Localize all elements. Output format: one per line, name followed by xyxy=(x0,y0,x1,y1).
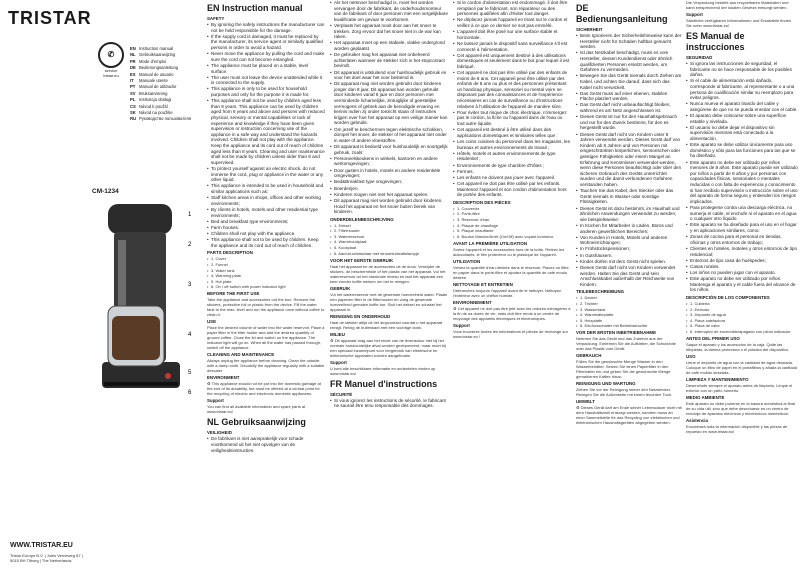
milieu-text: Dit apparaat mag aan het einde van de levensduur niet bij het normale huishoudelijke afval worden gedeponeerd, maar moet bij een speciaal inzamelpunt voor hergebruik van elektrische en elektronische apparaten worden aangeboden. xyxy=(330,337,446,358)
language-code: PT xyxy=(130,84,136,90)
list-item: • Ne laissez jamais le dispositif sans surveillance s'il est connecté à l'alimentation. xyxy=(457,41,571,52)
recycle-bin-icon: ♻ xyxy=(330,337,335,343)
list-item: • This appliance is only to be used for household purposes and only for the purpose it is made for. xyxy=(211,86,325,97)
list-item: • Dieses Gerät darf nicht von Kindern verwendet werden. Halten Sie das Gerät und sein Anschlusskabel außerhalb der Reichweite von Kindern. xyxy=(580,265,682,287)
language-code: SV xyxy=(130,90,136,96)
language-code: DE xyxy=(130,65,136,71)
list-item: • 4. Plaque de chauffage xyxy=(457,223,571,228)
list-item: • 6. Bouton Marche/Arrêt (On/Off) avec voyant lumineux xyxy=(457,234,571,239)
heading-umwelt: UMWELT xyxy=(576,399,595,405)
list-item: • Este aparato se ha diseñado para el uso en el hogar y en aplicaciones similares, como: xyxy=(690,222,798,233)
language-code: RU xyxy=(130,116,137,122)
recycle-bin-icon: ♻ xyxy=(576,405,581,411)
list-item: • 1. Couvercle xyxy=(457,206,571,211)
list-item: • Das Gerät muss auf einer ebenen, stabilen Fläche platziert werden. xyxy=(580,91,682,102)
heading-avant: AVANT LA PREMIÈRE UTILISATION xyxy=(453,240,527,246)
language-name: Instrukcja obsługi xyxy=(139,97,172,103)
paragraph-medio-ambiente: Este aparato no debe ponerse en la basura doméstica al final de su vida útil, sino que debe desecharse en un centro de reciclaje de aparatos eléctricos y electrónicos domésticos. xyxy=(686,400,795,416)
paragraph-cleaning: Always unplug the appliance before cleaning. Clean the outside with a damp cloth. Decalcify the appliance regularly with a suitable descaler. xyxy=(207,358,325,374)
heading-nettoyage: NETTOYAGE ET ENTRETIEN xyxy=(453,281,513,287)
language-name: Návod na použitie xyxy=(139,110,173,116)
list-item: • 5. Kookplaat xyxy=(334,245,448,250)
list-item: • 5. Plaque chauffante xyxy=(457,228,571,233)
service-icon: ✆ xyxy=(98,42,124,68)
paragraph-gebruik: Vul het waterreservoir met de gewenste hoeveelheid water. Plaats een papieren filter in de filterhouder en voeg de gewenste hoeveelheid gemalen koffie toe. Sluit het deksel en schakel het apparaat in. xyxy=(330,291,448,312)
paragraph-environnement xyxy=(453,306,571,321)
list-item: • Si vous ignorez les instructions de sécurité, le fabricant ne saurait être tenu responsable des dommages. xyxy=(334,398,448,409)
language-code: EN xyxy=(130,46,136,51)
heading-milieu: MILIEU xyxy=(330,331,345,337)
language-name: Návod k použití xyxy=(139,103,168,109)
de-parts-list xyxy=(576,295,682,328)
list-item: • De gebruiker mag het apparaat niet onbeheerd achterlaten wanneer de stekker zich in het stopcontact bevindt. xyxy=(334,52,448,69)
paragraph-support-de: Sämtliche verfügbaren Informationen und Ersatzteile finden Sie unter www.tristar.eu! xyxy=(686,17,792,28)
paragraph-reiniging: Haal de stekker altijd uit het stopcontact voordat u het apparaat reinigt. Reinig de buitenkant met een vochtige doek. xyxy=(330,319,443,330)
list-item: • 3. Waterreservoir xyxy=(334,234,448,239)
language-index xyxy=(130,46,202,123)
es-parts-list xyxy=(686,301,798,334)
callout-1: 1 xyxy=(188,212,192,218)
list-item: • Personeelskeukens in winkels, kantoren en andere werkomgevingen; xyxy=(334,156,448,167)
list-item: • 3. Réservoir d'eau xyxy=(457,217,571,222)
list-item: • Dit apparaat is uitsluitend voor huishoudelijk gebruik en voor het doel waar het voor bestemd is. xyxy=(334,70,448,81)
heading-environnement: ENVIRONNEMENT xyxy=(453,299,492,305)
heading-veiligheid: VEILIGHEID xyxy=(207,430,232,436)
list-item: • Bewegen Sie das Gerät niemals durch Ziehen am Kabel, und achten Sie darauf, dass sich das Kabel nicht verwickelt. xyxy=(580,73,682,90)
list-item: • Cet appareil est destiné à être utilisé dans des applications domestiques et similaires telles que : xyxy=(457,127,571,138)
list-item: • In Gutshäusern. xyxy=(580,253,682,259)
recycle-bin-icon: ♻ xyxy=(453,305,458,311)
language-code: NL xyxy=(130,52,136,58)
list-item: • 5. Hot plate xyxy=(211,279,325,284)
paragraph-before-use: Take the appliance and accessories out the box. Remove the stickers, protective foil or plastic from the device. Fill the water tank to the max. level and run the appliance once without coffee to clean it. xyxy=(207,297,325,318)
heading-uso: USO xyxy=(686,353,696,359)
es-safety-list xyxy=(686,61,798,293)
section-title-en: EN Instruction manual xyxy=(207,3,303,13)
list-item: • Door gasten in hotels, motels en andere residentiële omgevingen; xyxy=(334,168,448,179)
list-item: • Beim Ignorieren der Sicherheitshinweise kann der Hersteller nicht für Schäden haftbar gemacht werden. xyxy=(580,33,682,50)
coffee-fill xyxy=(112,316,160,360)
callout-6: 6 xyxy=(188,390,192,396)
language-code: ES xyxy=(130,71,136,77)
paragraph-limpieza: Desenchufe siempre el aparato antes de limpiarlo. Limpie el exterior con un paño húmedo. xyxy=(686,382,793,393)
language-entry xyxy=(130,116,202,122)
service-url: tristar.eu xyxy=(103,72,119,78)
list-item: • Fermes. xyxy=(457,169,571,175)
list-item: • To protect yourself against an electric shock, do not immerse the cord, plug or appliance in the water or any other liquid. xyxy=(211,166,325,183)
heading-utilisation: UTILISATION xyxy=(453,258,481,264)
list-item: • By ignoring the safety instructions the manufacturer can not be held responsible for the damage. xyxy=(211,22,325,33)
paragraph-support-nl: U kunt alle beschikbare informatie en onderdelen vinden op www.tristar.eu! xyxy=(330,365,436,376)
section-title-nl: NL Gebruiksaanwijzing xyxy=(207,417,306,428)
heading-asistencia: Asistencia xyxy=(686,417,708,423)
list-item: • 3. Water tank xyxy=(211,268,325,273)
paragraph-gebrauch: Füllen Sie die gewünschte Menge Wasser in den Wasserbehälter. Setzen Sie einen Papierfilter in den Filterhalter ein und geben Sie die gewünschte Menge gemahlenen Kaffee hinzu. xyxy=(576,359,671,380)
language-name: Mode d'emploi xyxy=(139,58,167,64)
list-item: • This appliance shall not to be used by children. Keep the appliance and its cord out of reach of children. xyxy=(211,237,325,248)
section-title-es: ES Manual de instrucciones xyxy=(686,30,745,52)
website-url: WWW.TRISTAR.EU xyxy=(10,542,73,549)
power-indicator-icon xyxy=(165,373,171,379)
recycle-bin-icon: ♻ xyxy=(207,381,212,387)
securite-list xyxy=(330,398,448,409)
callout-5: 5 xyxy=(188,370,192,376)
list-item: • Dieses Gerät ist nur für den Haushaltsgebrauch und nur für den Zweck bestimmt, für den es hergestellt wurde. xyxy=(580,114,682,131)
language-code: SK xyxy=(130,110,136,116)
column-de xyxy=(576,0,682,575)
list-item: • Zonas de cocina para el personal en tiendas, oficinas y otros entornos de trabajo; xyxy=(690,234,798,245)
callout-2: 2 xyxy=(188,242,192,248)
cover-part xyxy=(108,204,172,234)
heading-parts: PARTS DESCRIPTION xyxy=(207,250,253,256)
heading-medio-ambiente: MEDIO AMBIENTE xyxy=(686,394,725,400)
list-item: • 3. Wassertank xyxy=(580,307,682,312)
list-item: • Tauchen Sie das Kabel, den Stecker oder das Gerät niemals in Wasser oder sonstige Flüssigkeiten. xyxy=(580,188,682,205)
language-name: Manual de utilizador xyxy=(139,84,177,90)
list-item: • 2. Porte-filtre xyxy=(457,211,571,216)
paragraph-support: You can find all available information and spare parts at www.tristar.eu! xyxy=(207,404,306,415)
paragraph-uso: Llene el depósito de agua con la cantidad de agua deseada. Coloque un filtro de papel en el portafiltros y añada la cantidad de café molido deseada. xyxy=(686,359,797,375)
list-item: • Von Kunden in Hotels, Motels und anderen Wohneinrichtungen; xyxy=(580,235,682,246)
list-item: • Om jezelf te beschermen tegen elektrische schokken, dompel het snoer, de stekker of het apparaat niet onder in water of andere vloeistoffen. xyxy=(334,127,448,144)
list-item: • Kinderen mogen niet met het apparaat spelen. xyxy=(334,192,448,198)
paragraph-nettoyage: Débranchez toujours l'appareil avant de le nettoyer. Nettoyez l'extérieur avec un chiffon humide. xyxy=(453,287,561,298)
list-item: • 2. Filterhouder xyxy=(334,228,448,233)
paragraph-voor-gebruik: Haal het apparaat en de accessoires uit de doos. Verwijder de stickers, de beschermfolie of het plastic van het apparaat. Vul het waterreservoir tot het maximale niveau en laat het apparaat een keer zonder koffie werken om het te reinigen. xyxy=(330,263,446,284)
list-item: • Nunca mueva el aparato tirando del cable y asegúrese de que no se pueda enredar con el cable. xyxy=(690,101,798,112)
company-address xyxy=(10,553,83,563)
list-item: • 6. Interruptor de encendido/apagado con piloto indicador xyxy=(690,329,798,334)
paragraph-avant: Sortez l'appareil et les accessoires hors de la boîte. Retirez les autocollants, le film protecteur ou le plastique de l'appareil. xyxy=(453,246,565,257)
list-item: • Para protegerse contra una descarga eléctrica, no sumerja el cable, el enchufe ni el aparato en el agua o cualquier otro líquido. xyxy=(690,205,798,222)
safety-list xyxy=(207,22,325,248)
list-item: • 1. Cover xyxy=(211,256,325,261)
list-item: • Les coins cuisines du personnel dans les magasins, les bureaux et autres environnements de travail ; xyxy=(457,139,571,150)
list-item: • Farm houses. xyxy=(211,225,325,231)
paragraph-umwelt xyxy=(576,405,682,425)
list-item: • If the supply cord is damaged, it must be replaced by the manufacturer, its service agent or similarly qualified persons in order to avoid a hazard. xyxy=(211,34,325,51)
service-label: service xyxy=(104,68,118,73)
column-nl xyxy=(330,0,448,575)
list-item: • De fabrikant is niet aansprakelijk voor schade voortkomend uit het niet opvolgen van de veiligheidsinstructies. xyxy=(211,436,325,453)
heading-safety: SAFETY xyxy=(207,16,225,21)
language-name: Руководство пользователя xyxy=(139,116,192,122)
paragraph-vor: Nehmen Sie das Gerät und das Zubehör aus der Verpackung. Entfernen Sie die Aufkleber, die Schutzfolie oder das Plastik vom Gerät. xyxy=(576,336,676,352)
heading-vor: VOR DER ERSTEN INBETRIEBNAHME xyxy=(576,330,657,336)
list-item: • Dit apparaat is bedoeld voor huishoudelijk en soortgelijk gebruik, zoals: xyxy=(334,144,448,155)
language-code: FR xyxy=(130,58,136,64)
list-item: • Verplaats het apparaat nooit door aan het snoer te trekken. Zorg ervoor dat het snoer niet in de war kan raken. xyxy=(334,23,448,40)
language-code: CS xyxy=(130,103,136,109)
paragraph-milieu xyxy=(330,338,448,358)
heading-gebruik: GEBRUIK xyxy=(330,285,351,291)
heading-securite: SÉCURITÉ xyxy=(330,391,353,397)
list-item: • Este aparato se debe utilizar únicamente para uso doméstico y sólo para las funciones para las que se ha diseñado. xyxy=(690,142,798,159)
fr-parts-list xyxy=(453,206,571,239)
list-item: • In Frühstückspensionen; xyxy=(580,246,682,252)
list-item: • 2. Trichter xyxy=(580,301,682,306)
list-item: • Kinder dürfen mit dem Gerät nicht spielen. xyxy=(580,259,682,265)
brand-logo: TRISTAR xyxy=(8,8,92,28)
list-item: • Dieses Gerät ist dazu bestimmt, im Haushalt und ähnlichen Anwendungen verwendet zu werden, wie beispielsweise: xyxy=(580,206,682,223)
list-item: • Este aparato no debe ser utilizado por niños menores de 8 años. Este aparato puede ser utilizado por niños a partir de 8 años y por personas con capacidades físicas, sensoriales o mentales reducidas o con falta de experiencia y conocimiento si han recibido supervisión o instrucción sobre el uso del aparato de forma segura y entienden los riesgos implicados. xyxy=(690,160,798,205)
column-es xyxy=(686,0,798,575)
language-name: Instruction manual xyxy=(139,46,174,51)
language-code: IT xyxy=(130,78,134,84)
paragraph-environment xyxy=(207,381,325,396)
heading-seguridad: SEGURIDAD xyxy=(686,54,713,60)
list-item: • Hôtels, motels et autres environnements de type résidentiel ; xyxy=(457,151,571,162)
nl-safety-list xyxy=(330,0,448,215)
column-en xyxy=(207,0,325,575)
list-item: • Si ignora las instrucciones de seguridad, el fabricante no se hace responsable de los posibles daños. xyxy=(690,61,798,78)
list-item: • Entornos de tipo casa de huéspedes; xyxy=(690,258,798,264)
heading-gebrauch: GEBRAUCH xyxy=(576,353,602,359)
list-item: • Cet appareil ne doit pas être utilisé par les enfants. Maintenez l'appareil et son cordon d'alimentation hors de portée des enfants. xyxy=(457,181,571,198)
list-item: • The user must not leave the device unattended while it is connected to the supply. xyxy=(211,75,325,86)
list-item: • 4. Warmhalteplatte xyxy=(580,312,682,317)
umwelt-text: Dieses Gerät darf am Ende seiner Lebensdauer nicht mit dem Haushaltsmüll entsorgt werden, sondern muss an einer Sammelstelle für das Recycling von elektrischen und elektronischen Haushaltsgeräten abgegeben werden. xyxy=(576,405,682,426)
heading-onderdelen: ONDERDELENBESCHRIJVING xyxy=(330,216,394,222)
hot-plate-part xyxy=(104,382,178,386)
language-name: Manual de usuario xyxy=(139,71,174,77)
list-item: • 4. Warmhoudplaat xyxy=(334,239,448,244)
heading-cleaning: CLEANING AND MAINTENANCE xyxy=(207,352,275,358)
heading-sicherheit: SICHERHEIT xyxy=(576,27,603,32)
list-item: • Este aparato no debe ser utilizado por niños. Mantenga el aparato y el cable fuera del alcance de los niños. xyxy=(690,276,798,293)
list-item: • Pour éviter tout risque de choc électrique, n'immergez pas le cordon, la fiche ou l'appareil dans de l'eau ou tout autre liquide. xyxy=(457,110,571,127)
environnement-text: Cet appareil ne doit pas être jeté avec les ordures ménagères à la fin de sa durée de vie, mais doit être remis à un centre de recyclage des appareils électriques et électroniques. xyxy=(453,305,571,321)
list-item: • Ne déplacez jamais l'appareil en tirant sur le cordon et veillez à ce que ce dernier ne soit pas emmêlé. xyxy=(457,17,571,28)
list-item: • 1. Deksel xyxy=(334,223,448,228)
heading-use: USE xyxy=(207,319,217,325)
list-item: • Si le cordon d'alimentation est endommagé, il doit être remplacé par le fabricant, son réparateur ou des personnes qualifiées afin d'éviter tout danger. xyxy=(457,0,571,17)
list-item: • Ist das Netzkabel beschädigt, muss es vom Hersteller, dessen Kundendienst oder ähnlich qualifizierten Personen ersetzt werden, um Gefahren zu vermeiden. xyxy=(580,50,682,72)
list-item: • Bed&Breakfast type omgevingen; xyxy=(334,179,448,185)
list-item: • 3. Depósito de agua xyxy=(690,312,798,317)
list-item: • Boerderijen. xyxy=(334,186,448,192)
list-item: • Cet appareil ne doit pas être utilisé par des enfants de moins de 8 ans. Cet appareil peut être utilisé par des enfants de 8 ans ou plus et des personnes présentant un handicap physique, sensoriel ou mental voire ne disposant pas des connaissances et de l'expérience nécessaires en cas de surveillance ou d'instructions relatives à l'utilisation de l'appareil de manière sûre. xyxy=(457,70,571,109)
list-item: • L'appareil doit être posé sur une surface stable et horizontale. xyxy=(457,29,571,40)
model-number: CM-1234 xyxy=(92,188,119,195)
list-item: • Environnements de type chambre d'hôtes ; xyxy=(457,163,571,169)
nl-parts-list xyxy=(330,223,448,256)
paragraph-reinigung: Ziehen Sie vor der Reinigung immer den Netzstecker. Reinigen Sie die Außenseite mit einem feuchten Tuch. xyxy=(576,387,673,398)
heading-voor-gebruik: VOOR HET EERSTE GEBRUIK xyxy=(330,257,394,263)
language-name: Manuale utente xyxy=(139,78,168,84)
list-item: • This appliance is intended to be used in household and similar applications such as: xyxy=(211,183,325,194)
list-item: • Los niños no pueden jugar con el aparato. xyxy=(690,270,798,276)
list-item: • 6. Ein/Ausschalter mit Betriebsleuchte xyxy=(580,323,682,328)
list-item: • 6. On / off switch with power indicator light xyxy=(211,284,325,289)
language-name: Gebruiksaanwijzing xyxy=(139,52,176,58)
fr-safety-list xyxy=(453,0,571,198)
list-item: • 5. Heizplatte xyxy=(580,318,682,323)
list-item: • Les enfants ne doivent pas jouer avec l'appareil. xyxy=(457,175,571,181)
paragraph-asistencia: Encontrará toda la información disponible y las piezas de repuesto en www.tristar.eu! xyxy=(686,423,788,434)
list-item: • Bed and breakfast type environments; xyxy=(211,219,325,225)
list-item: • Het apparaat moet op een stabiele, vlakke ondergrond worden geplaatst. xyxy=(334,40,448,51)
heading-support-nl: Support xyxy=(330,359,347,365)
list-item: • Cet appareil est uniquement destiné à des utilisations domestiques et seulement dans le but pour lequel il est fabriqué. xyxy=(457,53,571,70)
heading-description: DESCRIPTION DES PIÈCES xyxy=(453,199,511,205)
list-item: • This appliance shall not be used by children aged less than 8 years. This appliance can be used by children aged from 8 years and above and persons with reduced physical, sensory or mental capabilities or lack of experience and knowledge if they have been given supervision or instruction concerning use of the appliance in a safe way and understand the hazards involved. Children shall not play with the appliance. Keep the appliance and its cord out of reach of children aged less than 8 years. Cleaning and user maintenance shall not be made by children unless older than 8 and supervised. xyxy=(211,98,325,165)
veiligheid-list xyxy=(207,436,325,453)
environment-text: This appliance should not be put into the domestic garbage at the end of its durability, but must be offered at a central point for the recycling of electric and electronic domestic appliances. xyxy=(207,381,321,397)
coffee-maker-illustration xyxy=(78,196,202,428)
list-item: • 1. Cubierta xyxy=(690,301,798,306)
list-item: • Never move the appliance by pulling the cord and make sure the cord can not become entangled. xyxy=(211,51,325,62)
paragraph-utilisation: Versez la quantité d'eau désirée dans le réservoir. Placez un filtre en papier dans le porte-filtre et ajoutez la quantité de café moulu désirée. xyxy=(453,264,569,280)
list-item: • Das Gerät darf nicht unbeaufsichtigt bleiben, während es am Netz angeschlossen ist. xyxy=(580,102,682,113)
heading-support: Support xyxy=(207,398,224,404)
list-item: • By clients in hotels, motels and other residential type environments; xyxy=(211,207,325,218)
list-item: • El aparato debe colocarse sobre una superficie estable y nivelada. xyxy=(690,113,798,124)
list-item: • El usuario no debe dejar el dispositivo sin supervisión mientras está conectado a la alimentación. xyxy=(690,125,798,142)
list-item: • 4. Warming plate xyxy=(211,273,325,278)
paragraph-verpackung: Die Verpackung besteht aus recycelbaren Materialien und kann entsprechend der lokalen Gesetze entsorgt werden. xyxy=(686,0,789,10)
section-title-de: DE Bedienungsanleitung xyxy=(576,3,668,24)
list-item: • Staff kitchen areas in shops, offices and other working environments; xyxy=(211,195,325,206)
de-safety-list xyxy=(576,33,682,287)
service-badge xyxy=(98,42,124,78)
heading-teile: TEILEBESCHREIBUNG xyxy=(576,289,625,295)
language-code: PL xyxy=(130,97,136,103)
list-item: • Als het netsnoer beschadigd is, moet het worden vervangen door de fabrikant, de onderhoudsmonteur van de fabrikant of door personen met een vergelijkbare kwalificatie om gevaar te voorkomen. xyxy=(334,0,448,22)
list-item: • 4. Placa calefactora xyxy=(690,318,798,323)
language-name: Bruksanvisning xyxy=(139,90,168,96)
heading-environment: ENVIRONMENT xyxy=(207,375,240,381)
heading-reiniging: REINIGING EN ONDERHOUD xyxy=(330,313,391,319)
callout-3: 3 xyxy=(188,282,192,288)
heading-limpieza: LIMPIEZA Y MANTENIMIENTO xyxy=(686,376,749,382)
list-item: • 2. Funnel xyxy=(211,262,325,267)
language-name: Bedienungsanleitung xyxy=(139,65,179,71)
list-item: • Dieses Gerät darf nicht von Kindern unter 8 Jahren verwendet werden. Dieses Gerät darf von Kindern ab 8 Jahren und von Personen mit eingeschränkten körperlichen, sensorischen oder geistigen Fähigkeiten oder einem Mangel an Erfahrung und Kenntnissen verwendet werden, wenn diese Personen beaufsichtigt oder über den sicheren Gebrauch des Geräts unterrichtet wurden und die damit verbundenen Gefahren verstanden haben. xyxy=(580,132,682,188)
heading-antes: ANTES DEL PRIMER USO xyxy=(686,335,740,341)
column-fr xyxy=(453,0,571,575)
parts-list xyxy=(207,256,325,289)
paragraph-use: Place the desired volume of water into the water reservoir. Place a paper filter in the filter holder and add the desired quantity of ground coffee. Close the lid and switch on the appliance. The indicator light will go on. When all the water has passed through, switch off the appliance. xyxy=(207,325,325,351)
list-item: • Dit apparaat mag niet worden gebruikt door kinderen. Houd het apparaat en het snoer buiten bereik van kinderen. xyxy=(334,198,448,215)
list-item: • Dit apparaat mag niet worden gebruikt door kinderen jonger dan 8 jaar. Dit apparaat kan worden gebruikt door kinderen vanaf 8 jaar en door personen met verminderde lichamelijke, zintuiglijke of geestelijke vermogens of gebrek aan de benodigde ervaring en kennis indien zij onder toezicht staan of instructies krijgen over hoe het apparaat op een veilige manier kan worden gebruikt. xyxy=(334,81,448,126)
list-item: • 6. Aan/uit-schakelaar met stroomindicatielampje xyxy=(334,251,448,256)
list-item: • Si el cable de alimentación está dañado, corresponde al fabricante, al representante o a una persona de cualificación similar su reemplazo para evitar peligros. xyxy=(690,78,798,100)
heading-support-de: Support xyxy=(686,12,703,17)
list-item: • The appliance must be placed on a stable, level surface. xyxy=(211,63,325,74)
heading-before-use: BEFORE THE FIRST USE xyxy=(207,291,260,297)
list-item: • 2. Embudo xyxy=(690,307,798,312)
paragraph-support-fr: Vous trouverez toutes les informations et pièces de rechange sur www.tristar.eu ! xyxy=(453,328,568,339)
paragraph-antes: Saque el aparato y los accesorios de la caja. Quite las etiquetas, la lámina protectora o el plástico del dispositivo. xyxy=(686,341,790,352)
list-item: • Children shall not play with the appliance. xyxy=(211,231,325,237)
callout-4: 4 xyxy=(188,332,192,338)
heading-support-fr: Support xyxy=(453,322,470,328)
heading-reinigung: REINIGUNG UND WARTUNG xyxy=(576,381,636,387)
list-item: • 1. Deckel xyxy=(580,295,682,300)
list-item: • In Küchen für Mitarbeiter in Läden, Büros und anderen gewerblichen Bereichen; xyxy=(580,223,682,234)
heading-componentes: DESCRIPCIÓN DE LOS COMPONENTES xyxy=(686,295,770,301)
section-title-fr: FR Manuel d'instructions xyxy=(330,378,438,389)
list-item: • 5. Placa de calor xyxy=(690,323,798,328)
address-line: 5015 BH Tilburg | The Netherlands xyxy=(10,558,72,563)
list-item: • Clientes en hoteles, moteles y otros entornos de tipo residencial; xyxy=(690,246,798,257)
address-line: Tristar Europe B.V. | Jules Verneweg 87 | xyxy=(10,553,83,558)
list-item: • Casas rurales. xyxy=(690,264,798,270)
